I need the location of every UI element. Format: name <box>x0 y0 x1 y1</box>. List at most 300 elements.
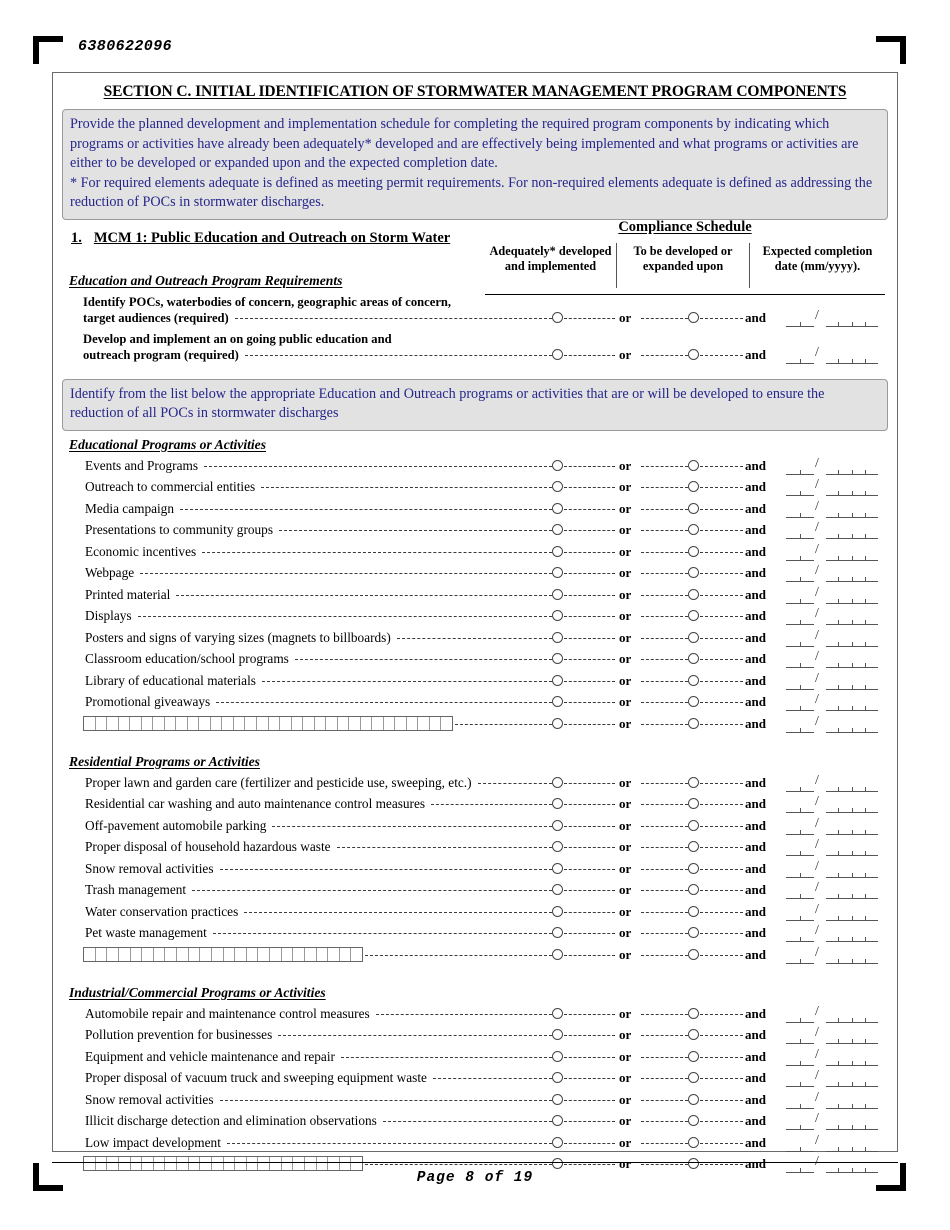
printed-material-adequately-developed-radio[interactable] <box>552 589 563 600</box>
leader-dots <box>202 552 552 554</box>
printed-material-to-be-developed-radio[interactable] <box>688 589 699 600</box>
date-year-input[interactable] <box>826 824 878 835</box>
expected-completion-date-field[interactable] <box>786 344 878 364</box>
date-month-input[interactable] <box>786 636 814 647</box>
leader-dots <box>641 724 688 726</box>
expected-completion-date-field[interactable] <box>786 670 878 690</box>
page-title: SECTION C. INITIAL IDENTIFICATION OF STORMWATER MANAGEMENT PROGRAM COMPONENTS <box>103 83 847 100</box>
date-month-input[interactable] <box>786 1098 814 1109</box>
date-month-input[interactable] <box>786 485 814 496</box>
leader-dots <box>641 702 688 704</box>
expected-completion-date-field[interactable] <box>786 713 878 733</box>
conjunction-or: or <box>619 817 632 833</box>
leader-dots <box>700 890 743 892</box>
leader-dots <box>641 573 688 575</box>
date-year-input[interactable] <box>826 931 878 942</box>
leader-dots <box>700 783 743 785</box>
conjunction-and: and <box>745 882 766 897</box>
low-impact-development-to-be-developed-radio[interactable] <box>688 1137 699 1148</box>
row-label-library-of-educational-materials: Library of educational materials <box>85 672 256 688</box>
leader-dots <box>192 890 552 892</box>
proper-disposal-of-vacuum-truck-and-sweeping-equ-adequately-developed-radio[interactable] <box>552 1072 563 1083</box>
write-in-adequately-developed-radio[interactable] <box>552 718 563 729</box>
leader-dots <box>564 616 615 618</box>
date-month-input[interactable] <box>786 845 814 856</box>
target-audiences-required-adequately-developed-radio[interactable] <box>552 312 563 323</box>
date-year-input[interactable] <box>826 781 878 792</box>
leader-dots <box>564 702 615 704</box>
economic-incentives-to-be-developed-radio[interactable] <box>688 546 699 557</box>
leader-dots <box>564 912 615 914</box>
webpage-to-be-developed-radio[interactable] <box>688 567 699 578</box>
date-month-input[interactable] <box>786 824 814 835</box>
date-year-input[interactable] <box>826 636 878 647</box>
date-month-input[interactable] <box>786 888 814 899</box>
form-row <box>53 903 897 925</box>
date-month-input[interactable] <box>786 1012 814 1023</box>
date-separator: / <box>815 944 819 960</box>
leader-dots <box>180 509 552 511</box>
expected-completion-date-field[interactable] <box>786 794 878 813</box>
footer-divider <box>52 1162 898 1163</box>
expected-completion-date-field[interactable] <box>786 584 878 604</box>
leader-dots <box>341 1057 552 1059</box>
date-month-input[interactable] <box>786 679 814 690</box>
leader-dots <box>700 869 743 871</box>
conjunction-and: and <box>745 860 766 876</box>
conjunction-or: or <box>619 651 632 666</box>
snow-removal-activities-to-be-developed-radio[interactable] <box>688 863 699 874</box>
leader-dots <box>641 1078 688 1080</box>
leader-dots <box>564 724 615 726</box>
date-month-input[interactable] <box>786 953 814 964</box>
leader-dots <box>295 659 552 661</box>
conjunction-or: or <box>619 479 632 494</box>
conjunction-and: and <box>745 565 766 580</box>
date-year-input[interactable] <box>826 571 878 582</box>
form-row <box>53 586 897 608</box>
date-month-input[interactable] <box>786 507 814 518</box>
leader-dots <box>337 847 552 849</box>
date-month-input[interactable] <box>786 1076 814 1087</box>
expected-completion-date-field[interactable] <box>786 772 878 792</box>
leader-dots <box>641 1100 688 1102</box>
date-separator: / <box>815 606 819 621</box>
form-row <box>53 838 897 860</box>
leader-dots <box>564 933 615 935</box>
row-label-residential-car-washing-and-auto-maintenance-con: Residential car washing and auto maintenance control measures <box>85 796 426 811</box>
date-month-input[interactable] <box>786 1055 814 1066</box>
date-year-input[interactable] <box>826 353 878 364</box>
leader-dots <box>455 724 552 726</box>
proper-lawn-and-garden-care-fertilizer-and-pesti-to-be-developed-radio[interactable] <box>688 777 699 788</box>
mcm-number: 1. <box>71 229 82 246</box>
expected-completion-date-field[interactable] <box>786 1132 878 1152</box>
illicit-discharge-detection-and-elimination-obse-adequately-developed-radio[interactable] <box>552 1115 563 1126</box>
leader-dots <box>641 804 688 806</box>
expected-completion-date-field[interactable] <box>786 1111 878 1130</box>
conjunction-or: or <box>619 1091 632 1107</box>
date-year-input[interactable] <box>826 593 878 604</box>
form-row <box>53 1048 897 1070</box>
date-month-input[interactable] <box>786 550 814 561</box>
illicit-discharge-detection-and-elimination-obse-to-be-developed-radio[interactable] <box>688 1115 699 1126</box>
date-year-input[interactable] <box>826 1076 878 1087</box>
expected-completion-date-field[interactable] <box>786 606 878 625</box>
leader-dots <box>397 638 552 640</box>
expected-completion-date-field[interactable] <box>786 923 878 942</box>
economic-incentives-adequately-developed-radio[interactable] <box>552 546 563 557</box>
row-label-presentations-to-community-groups: Presentations to community groups <box>85 522 273 537</box>
expected-completion-date-field[interactable] <box>786 1025 878 1044</box>
leader-dots <box>564 890 615 892</box>
form-row <box>53 1091 897 1113</box>
date-separator: / <box>815 649 819 664</box>
date-year-input[interactable] <box>826 679 878 690</box>
automobile-repair-and-maintenance-control-measur-adequately-developed-radio[interactable] <box>552 1008 563 1019</box>
conjunction-or: or <box>619 565 632 580</box>
expected-completion-date-field[interactable] <box>786 541 878 561</box>
date-year-input[interactable] <box>826 528 878 539</box>
leader-dots <box>431 804 552 806</box>
date-year-input[interactable] <box>826 485 878 496</box>
library-of-educational-materials-to-be-developed-radio[interactable] <box>688 675 699 686</box>
pollution-prevention-for-businesses-adequately-developed-radio[interactable] <box>552 1029 563 1040</box>
leader-dots <box>564 869 615 871</box>
expected-completion-date-field[interactable] <box>786 1068 878 1087</box>
date-month-input[interactable] <box>786 571 814 582</box>
leader-dots <box>700 826 743 828</box>
leader-dots <box>564 1164 615 1166</box>
equipment-and-vehicle-maintenance-and-repair-to-be-developed-radio[interactable] <box>688 1051 699 1062</box>
date-month-input[interactable] <box>786 316 814 327</box>
leader-dots <box>564 466 615 468</box>
pollution-prevention-for-businesses-to-be-developed-radio[interactable] <box>688 1029 699 1040</box>
form-row <box>53 672 897 694</box>
row-label-pet-waste-management: Pet waste management <box>85 925 207 940</box>
conjunction-and: and <box>745 817 766 833</box>
date-separator: / <box>815 1068 819 1083</box>
leader-dots <box>564 573 615 575</box>
target-audiences-required-to-be-developed-radio[interactable] <box>688 312 699 323</box>
date-month-input[interactable] <box>786 614 814 625</box>
date-month-input[interactable] <box>786 1141 814 1152</box>
leader-dots <box>376 1014 552 1016</box>
row-label-outreach-to-commercial-entities: Outreach to commercial entities <box>85 479 256 494</box>
expected-completion-date-field[interactable] <box>786 455 878 475</box>
date-month-input[interactable] <box>786 931 814 942</box>
date-year-input[interactable] <box>826 888 878 899</box>
date-month-input[interactable] <box>786 802 814 813</box>
date-year-input[interactable] <box>826 316 878 327</box>
date-separator: / <box>815 837 819 852</box>
leader-dots <box>700 1121 743 1123</box>
form-frame <box>52 72 898 1171</box>
leader-dots <box>700 1100 743 1102</box>
expected-completion-date-field[interactable] <box>786 692 878 711</box>
leader-dots <box>700 1078 743 1080</box>
date-separator: / <box>815 344 819 360</box>
date-year-input[interactable] <box>826 700 878 711</box>
equipment-and-vehicle-maintenance-and-repair-adequately-developed-radio[interactable] <box>552 1051 563 1062</box>
date-year-input[interactable] <box>826 802 878 813</box>
write-in-activity-input[interactable] <box>83 947 363 962</box>
water-conservation-practices-adequately-developed-radio[interactable] <box>552 906 563 917</box>
date-month-input[interactable] <box>786 722 814 733</box>
leader-dots <box>220 869 552 871</box>
snow-removal-activities-adequately-developed-radio[interactable] <box>552 863 563 874</box>
leader-dots <box>641 1057 688 1059</box>
conjunction-and: and <box>745 839 766 854</box>
promotional-giveaways-adequately-developed-radio[interactable] <box>552 696 563 707</box>
write-in-activity-input[interactable] <box>83 716 453 731</box>
date-year-input[interactable] <box>826 845 878 856</box>
off-pavement-automobile-parking-to-be-developed-radio[interactable] <box>688 820 699 831</box>
expected-completion-date-field[interactable] <box>786 498 878 518</box>
conjunction-or: or <box>619 1048 632 1064</box>
date-month-input[interactable] <box>786 700 814 711</box>
date-month-input[interactable] <box>786 867 814 878</box>
date-month-input[interactable] <box>786 353 814 364</box>
date-year-input[interactable] <box>826 722 878 733</box>
expected-completion-date-field[interactable] <box>786 649 878 668</box>
leader-dots <box>700 509 743 511</box>
form-row <box>53 715 897 738</box>
outreach-to-commercial-entities-to-be-developed-radio[interactable] <box>688 481 699 492</box>
leader-dots <box>641 1143 688 1145</box>
conjunction-or: or <box>619 903 632 919</box>
displays-to-be-developed-radio[interactable] <box>688 610 699 621</box>
expected-completion-date-field[interactable] <box>786 901 878 921</box>
media-campaign-to-be-developed-radio[interactable] <box>688 503 699 514</box>
conjunction-or: or <box>619 1156 632 1171</box>
conjunction-and: and <box>745 1134 766 1150</box>
leader-dots <box>700 804 743 806</box>
date-month-input[interactable] <box>786 464 814 475</box>
conjunction-or: or <box>619 925 632 940</box>
form-row <box>53 650 897 672</box>
date-year-input[interactable] <box>826 550 878 561</box>
conjunction-and: and <box>745 457 766 473</box>
row-label-target-audiences-required: Identify POCs, waterbodies of concern, geographic areas of concern, target audiences (required) <box>83 294 452 325</box>
date-month-input[interactable] <box>786 593 814 604</box>
leader-dots <box>641 638 688 640</box>
leader-dots <box>641 847 688 849</box>
date-month-input[interactable] <box>786 910 814 921</box>
conjunction-or: or <box>619 839 632 854</box>
write-in-adequately-developed-radio[interactable] <box>552 1158 563 1169</box>
date-year-input[interactable] <box>826 464 878 475</box>
leader-dots <box>138 616 552 618</box>
compliance-schedule-title: Compliance Schedule <box>618 219 752 235</box>
leader-dots <box>700 659 743 661</box>
expected-completion-date-field[interactable] <box>786 627 878 647</box>
posters-and-signs-of-varying-sizes-magnets-to-bi-to-be-developed-radio[interactable] <box>688 632 699 643</box>
proper-disposal-of-household-hazardous-waste-to-be-developed-radio[interactable] <box>688 841 699 852</box>
trash-management-adequately-developed-radio[interactable] <box>552 884 563 895</box>
date-year-input[interactable] <box>826 1119 878 1130</box>
events-and-programs-adequately-developed-radio[interactable] <box>552 460 563 471</box>
date-separator: / <box>815 1003 819 1019</box>
expected-completion-date-field[interactable] <box>786 477 878 496</box>
form-row <box>53 795 897 817</box>
leader-dots <box>700 487 743 489</box>
date-year-input[interactable] <box>826 1098 878 1109</box>
date-separator: / <box>815 815 819 831</box>
classroom-education-school-programs-adequately-developed-radio[interactable] <box>552 653 563 664</box>
outreach-program-required-adequately-developed-radio[interactable] <box>552 349 563 360</box>
date-year-input[interactable] <box>826 1141 878 1152</box>
leader-dots <box>564 783 615 785</box>
compliance-schedule-header <box>485 219 885 295</box>
form-row <box>53 1005 897 1027</box>
date-year-input[interactable] <box>826 1033 878 1044</box>
date-month-input[interactable] <box>786 1119 814 1130</box>
leader-dots <box>279 530 552 532</box>
date-separator: / <box>815 713 819 729</box>
conjunction-or: or <box>619 629 632 645</box>
conjunction-and: and <box>745 715 766 731</box>
low-impact-development-adequately-developed-radio[interactable] <box>552 1137 563 1148</box>
row-label-illicit-discharge-detection-and-elimination-obse: Illicit discharge detection and elimination observations <box>85 1113 377 1128</box>
expected-completion-date-field[interactable] <box>786 520 878 539</box>
write-in-to-be-developed-radio[interactable] <box>688 718 699 729</box>
row-label-outreach-program-required: Develop and implement an on going public education and outreach program (required) <box>83 331 392 362</box>
conjunction-and: and <box>745 1113 766 1128</box>
date-year-input[interactable] <box>826 1012 878 1023</box>
date-year-input[interactable] <box>826 953 878 964</box>
date-month-input[interactable] <box>786 657 814 668</box>
presentations-to-community-groups-to-be-developed-radio[interactable] <box>688 524 699 535</box>
leader-dots <box>641 509 688 511</box>
water-conservation-practices-to-be-developed-radio[interactable] <box>688 906 699 917</box>
expected-completion-date-field[interactable] <box>786 837 878 856</box>
leader-dots <box>641 1121 688 1123</box>
snow-removal-activities-to-be-developed-radio[interactable] <box>688 1094 699 1105</box>
date-year-input[interactable] <box>826 1055 878 1066</box>
conjunction-and: and <box>745 608 766 623</box>
conjunction-or: or <box>619 1113 632 1128</box>
expected-completion-date-field[interactable] <box>786 815 878 835</box>
conjunction-and: and <box>745 346 766 362</box>
residential-car-washing-and-auto-maintenance-con-adequately-developed-radio[interactable] <box>552 798 563 809</box>
date-month-input[interactable] <box>786 1033 814 1044</box>
expected-completion-date-field[interactable] <box>786 880 878 899</box>
date-year-input[interactable] <box>826 614 878 625</box>
expected-completion-date-field[interactable] <box>786 944 878 964</box>
snow-removal-activities-adequately-developed-radio[interactable] <box>552 1094 563 1105</box>
leader-dots <box>700 847 743 849</box>
pet-waste-management-to-be-developed-radio[interactable] <box>688 927 699 938</box>
date-year-input[interactable] <box>826 657 878 668</box>
expected-completion-date-field[interactable] <box>786 1003 878 1023</box>
library-of-educational-materials-adequately-developed-radio[interactable] <box>552 675 563 686</box>
form-row <box>53 817 897 839</box>
row-label-webpage: Webpage <box>85 565 135 580</box>
write-in-to-be-developed-radio[interactable] <box>688 949 699 960</box>
expected-completion-date-field[interactable] <box>786 307 878 327</box>
leader-dots <box>365 1164 552 1166</box>
row-label-snow-removal-activities: Snow removal activities <box>85 860 214 876</box>
conjunction-and: and <box>745 796 766 811</box>
write-in-adequately-developed-radio[interactable] <box>552 949 563 960</box>
write-in-to-be-developed-radio[interactable] <box>688 1158 699 1169</box>
proper-lawn-and-garden-care-fertilizer-and-pesti-adequately-developed-radio[interactable] <box>552 777 563 788</box>
conjunction-or: or <box>619 608 632 623</box>
webpage-adequately-developed-radio[interactable] <box>552 567 563 578</box>
date-month-input[interactable] <box>786 781 814 792</box>
conjunction-and: and <box>745 543 766 559</box>
events-and-programs-to-be-developed-radio[interactable] <box>688 460 699 471</box>
outreach-program-required-to-be-developed-radio[interactable] <box>688 349 699 360</box>
expected-completion-date-field[interactable] <box>786 563 878 582</box>
row-label-trash-management: Trash management <box>85 882 187 897</box>
form-row <box>53 860 897 882</box>
leader-dots <box>235 318 552 320</box>
leader-dots <box>564 804 615 806</box>
residential-car-washing-and-auto-maintenance-con-to-be-developed-radio[interactable] <box>688 798 699 809</box>
off-pavement-automobile-parking-adequately-developed-radio[interactable] <box>552 820 563 831</box>
proper-disposal-of-vacuum-truck-and-sweeping-equ-to-be-developed-radio[interactable] <box>688 1072 699 1083</box>
form-row <box>53 543 897 565</box>
row-label-promotional-giveaways: Promotional giveaways <box>85 694 211 709</box>
leader-dots <box>641 659 688 661</box>
pet-waste-management-adequately-developed-radio[interactable] <box>552 927 563 938</box>
posters-and-signs-of-varying-sizes-magnets-to-bi-adequately-developed-radio[interactable] <box>552 632 563 643</box>
date-separator: / <box>815 455 819 471</box>
instruction-paragraph-1: Provide the planned development and implementation schedule for completing the required program components by indicating which programs or activities have already been adequately* developed and are effectively being implemented and what programs or activities are either to be developed or expanded upon and the expected completion date. <box>70 116 859 171</box>
write-in-activity-input[interactable] <box>83 1156 363 1171</box>
date-year-input[interactable] <box>826 910 878 921</box>
form-row <box>53 1134 897 1156</box>
date-separator: / <box>815 1154 819 1169</box>
leader-dots <box>564 1143 615 1145</box>
expected-completion-date-field[interactable] <box>786 858 878 878</box>
media-campaign-adequately-developed-radio[interactable] <box>552 503 563 514</box>
expected-completion-date-field[interactable] <box>786 1046 878 1066</box>
leader-dots <box>564 955 615 957</box>
leader-dots <box>272 826 552 828</box>
outreach-to-commercial-entities-adequately-developed-radio[interactable] <box>552 481 563 492</box>
trash-management-to-be-developed-radio[interactable] <box>688 884 699 895</box>
leader-dots <box>700 933 743 935</box>
presentations-to-community-groups-adequately-developed-radio[interactable] <box>552 524 563 535</box>
leader-dots <box>641 1014 688 1016</box>
conjunction-or: or <box>619 500 632 516</box>
column-header-expected-completion-date: Expected completion date (mm/yyyy). <box>762 244 873 273</box>
classroom-education-school-programs-to-be-developed-radio[interactable] <box>688 653 699 664</box>
leader-dots <box>564 1100 615 1102</box>
date-separator: / <box>815 563 819 578</box>
expected-completion-date-field[interactable] <box>786 1089 878 1109</box>
conjunction-or: or <box>619 860 632 876</box>
leader-dots <box>261 487 552 489</box>
promotional-giveaways-to-be-developed-radio[interactable] <box>688 696 699 707</box>
date-separator: / <box>815 923 819 938</box>
automobile-repair-and-maintenance-control-measur-to-be-developed-radio[interactable] <box>688 1008 699 1019</box>
column-header-adequately-developed: Adequately* developed and implemented <box>485 243 617 288</box>
leader-dots <box>641 933 688 935</box>
date-separator: / <box>815 541 819 557</box>
date-year-input[interactable] <box>826 507 878 518</box>
date-year-input[interactable] <box>826 867 878 878</box>
date-separator: / <box>815 307 819 323</box>
group-heading-educational-programs-or-activities: Educational Programs or Activities <box>69 436 266 452</box>
displays-adequately-developed-radio[interactable] <box>552 610 563 621</box>
leader-dots <box>244 912 552 914</box>
proper-disposal-of-household-hazardous-waste-adequately-developed-radio[interactable] <box>552 841 563 852</box>
date-month-input[interactable] <box>786 528 814 539</box>
